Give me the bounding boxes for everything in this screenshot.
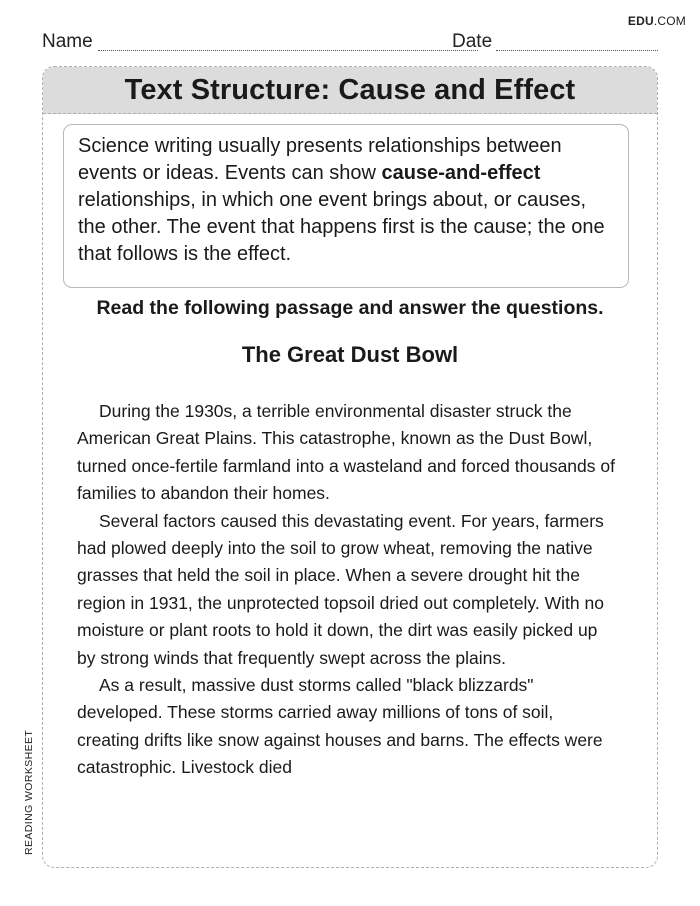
- brand-edu: EDU: [627, 14, 654, 28]
- passage-paragraph: Several factors caused this devastating event. For years, farmers had plowed deeply into the soil to grow wheat, removing the native grasses that held the soil in place. When a severe drought hit the region in 1931, the unprotected topsoil dried out completely. With no moisture or plant roots to hold it down, the dirt was easily picked up by strong winds that frequently swept across the plains.: [77, 510, 604, 668]
- passage-paragraph: As a result, massive dust storms called "black blizzards" developed. These storms carried away millions of tons of soil, creating drifts like snow against houses and barns. The effects were catastrophic. Livestock died: [77, 675, 603, 778]
- name-date-row: [42, 31, 658, 53]
- instruction-text: Read the following passage and answer the questions.: [96, 297, 604, 319]
- passage-body: [77, 398, 617, 782]
- worksheet-panel: [42, 66, 658, 868]
- brand-com: .COM: [653, 14, 686, 28]
- brand-logo: [628, 14, 686, 28]
- passage-title: The Great Dust Bowl: [241, 342, 459, 367]
- name-field[interactable]: [98, 50, 478, 51]
- date-field[interactable]: [496, 50, 658, 51]
- name-label: Name: [42, 31, 93, 52]
- intro-text-bold: cause-and-effect: [381, 162, 541, 184]
- intro-text-part1: Science writing usually presents relationships between events or ideas. Events can show: [78, 135, 562, 184]
- intro-text-part2: relationships, in which one event brings about, or causes, the other. The event that happens first is the cause; the one that follows is the effect.: [78, 189, 605, 265]
- passage-paragraph: During the 1930s, a terrible environmental disaster struck the American Great Plains. This catastrophe, known as the Dust Bowl, turned once-fertile farmland into a wasteland and forced thousands of families to abandon their homes.: [77, 401, 615, 504]
- worksheet-title: Text Structure: Cause and Effect: [43, 67, 657, 114]
- date-label: Date: [452, 31, 493, 52]
- intro-box: [63, 124, 629, 288]
- side-label: READING WORKSHEET: [23, 729, 35, 855]
